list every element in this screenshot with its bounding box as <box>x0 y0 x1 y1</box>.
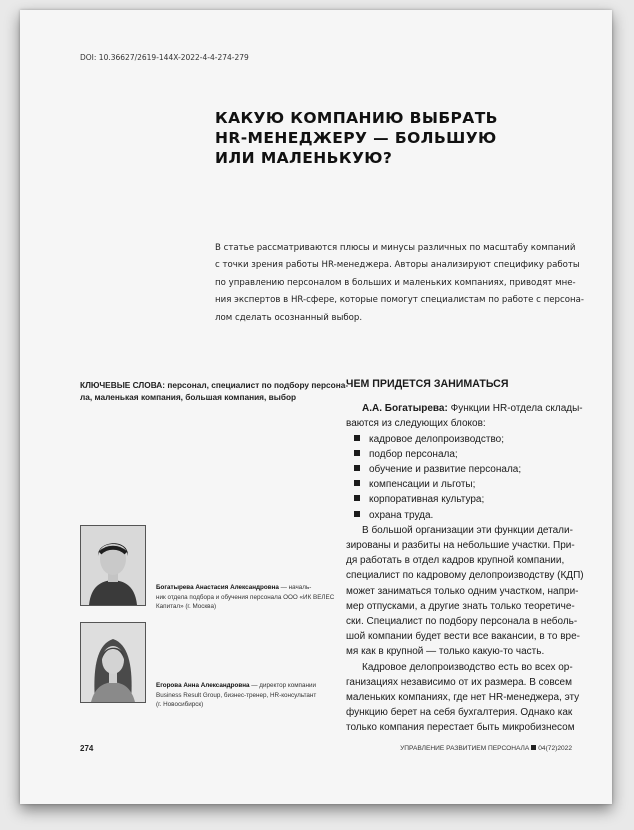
paragraph-line: ганизациях независимо от их размера. В совсем <box>346 676 572 688</box>
separator-square-icon <box>531 745 536 750</box>
article-title <box>215 108 545 168</box>
bullet-square-icon <box>354 480 360 486</box>
paragraph-line: мер отпусками, а другие знать только теоретиче- <box>346 600 575 612</box>
author-bio-line: — директор компании <box>249 682 316 689</box>
section-heading: ЧЕМ ПРИДЕТСЯ ЗАНИМАТЬСЯ <box>346 378 509 390</box>
keywords-line: ла, маленькая компания, большая компания, выбор <box>80 392 297 402</box>
bullet-square-icon <box>354 511 360 517</box>
abstract-line: В статье рассматриваются плюсы и минусы различных по масштабу компаний <box>215 243 576 253</box>
list-item <box>346 508 591 523</box>
author-bio-line: Business Result Group, бизнес-тренер, HR-консультант <box>156 691 317 699</box>
author-name: Богатырева Анастасия Александровна <box>156 584 279 591</box>
abstract-line: лом сделать осознанный выбор. <box>215 312 363 323</box>
author-bio-line: ник отдела подбора и обучения персонала ООО «ИК ВЕЛЕС <box>156 593 335 601</box>
keywords <box>80 379 349 403</box>
title-line: HR-МЕНЕДЖЕРУ — БОЛЬШУЮ <box>215 129 497 147</box>
bullet-square-icon <box>354 465 360 471</box>
list-item-text: кадровое делопроизводство; <box>369 433 504 445</box>
abstract-line: по управлению персоналом в больших и маленьких компаниях, приводят мне- <box>215 277 576 288</box>
journal-page <box>20 10 612 804</box>
list-item-text: компенсации и льготы; <box>369 479 476 491</box>
author-name: Егорова Анна Александровна <box>156 682 250 689</box>
author-bio-line: — началь- <box>278 584 312 591</box>
abstract-line: ния экспертов в HR-сфере, которые помогут специалистам по работе с персона- <box>215 295 584 306</box>
intro-paragraph <box>346 401 591 416</box>
paragraph-line: зированы и разбиты на небольшие участки. При- <box>346 540 575 552</box>
paragraph-line: только компания перестает быть микробизнесом <box>346 722 575 734</box>
doi-label: DOI: 10.36627/2619-144X-2022-4-4-274-279 <box>80 53 249 62</box>
journal-footer <box>400 745 572 752</box>
paragraph-line: В большой организации эти функции детали- <box>362 524 573 536</box>
bullet-square-icon <box>354 495 360 501</box>
issue-number: 04(72)2022 <box>538 745 572 752</box>
paragraph-line: дя работать в отдел кадров крупной компании, <box>346 555 565 567</box>
author-bio-egorova <box>156 681 326 710</box>
list-item-text: обучение и развитие персонала; <box>369 464 522 476</box>
title-line: ИЛИ МАЛЕНЬКУЮ? <box>215 149 393 167</box>
intro-line: ваются из следующих блоков: <box>346 418 486 430</box>
paragraph-line: Кадровое делопроизводство есть во всех ор- <box>362 661 573 673</box>
list-item <box>346 462 591 477</box>
list-item-text: подбор персонала; <box>369 448 458 460</box>
author-photo-egorova <box>80 622 146 703</box>
author-bio-bogatyreva <box>156 583 335 612</box>
list-item-text: охрана труда. <box>369 509 434 521</box>
speaker-name: А.А. Богатырева: <box>362 403 448 415</box>
paragraph-line: функцию берет на себя бухгалтерия. Однако как <box>346 707 573 719</box>
list-item <box>346 432 591 447</box>
intro-text: Функции HR-отдела склады- <box>447 403 583 415</box>
author-bio-line: (г. Новосибирск) <box>156 701 204 708</box>
list-item-text: корпоративная культура; <box>369 494 485 506</box>
paragraph-line: может заниматься только одним участком, напри- <box>346 585 579 597</box>
paragraph-line: мя как в крупной — только какую-то часть. <box>346 646 545 658</box>
author-photo-bogatyreva <box>80 525 146 606</box>
journal-name: УПРАВЛЕНИЕ РАЗВИТИЕМ ПЕРСОНАЛА <box>400 745 530 752</box>
list-item <box>346 492 591 507</box>
abstract-line: с точки зрения работы HR-менеджера. Авторы анализируют специфику работы <box>215 260 580 271</box>
page-number: 274 <box>80 744 94 753</box>
author-bio-line: Капитал» (г. Москва) <box>156 603 217 610</box>
bullet-square-icon <box>354 450 360 456</box>
keywords-line: КЛЮЧЕВЫЕ СЛОВА: персонал, специалист по подбору персона- <box>80 380 349 390</box>
paragraph-line: ски. Специалист по подбору персонала в неболь- <box>346 616 578 628</box>
list-item <box>346 447 591 462</box>
bullet-square-icon <box>354 435 360 441</box>
paragraph-line: шой компании будет вести все вакансии, в то вре- <box>346 631 580 643</box>
body-column <box>346 377 591 736</box>
paragraph-line: маленьких компаниях, где нет HR-менеджера, эту <box>346 692 580 704</box>
paragraph-line: специалист по кадровому делопроизводству (КДП) <box>346 570 584 582</box>
abstract <box>215 240 585 327</box>
list-item <box>346 477 591 492</box>
title-line: КАКУЮ КОМПАНИЮ ВЫБРАТЬ <box>215 109 498 127</box>
